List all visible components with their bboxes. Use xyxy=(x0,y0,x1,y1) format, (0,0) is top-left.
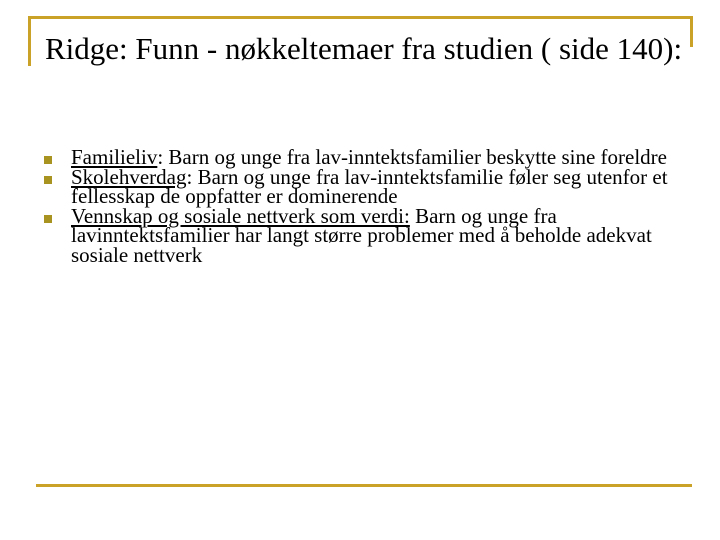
bullet-text: Barn og unge fra lavinntektsfamilier har langt større problemer med å beholde adekvat sosiale nettverk xyxy=(71,203,652,267)
square-bullet-icon xyxy=(44,176,52,184)
frame-bottom-line xyxy=(36,484,692,487)
bullet-key: Familieliv xyxy=(71,145,158,169)
frame-top-line xyxy=(28,16,693,19)
frame-left-line xyxy=(28,16,31,66)
bullet-list xyxy=(44,145,694,267)
frame-right-line xyxy=(690,16,693,47)
bullet-text: : Barn og unge fra lav-inntektsfamilie føler seg utenfor et fellesskap de oppfatter er dominerende xyxy=(71,164,668,208)
bullet-key: Skolehverdag xyxy=(71,164,187,189)
square-bullet-icon xyxy=(44,156,52,164)
square-bullet-icon xyxy=(44,215,52,223)
bullet-key: Vennskap og sosiale nettverk som verdi: xyxy=(71,203,410,228)
bullet-item-skolehverdag xyxy=(44,164,694,208)
bullet-item-vennskap xyxy=(44,203,694,267)
slide-title: Ridge: Funn - nøkkeltemaer fra studien ( side 140): xyxy=(45,31,683,66)
bullet-text: : Barn og unge fra lav-inntektsfamilier beskytte sine foreldre xyxy=(157,145,667,169)
